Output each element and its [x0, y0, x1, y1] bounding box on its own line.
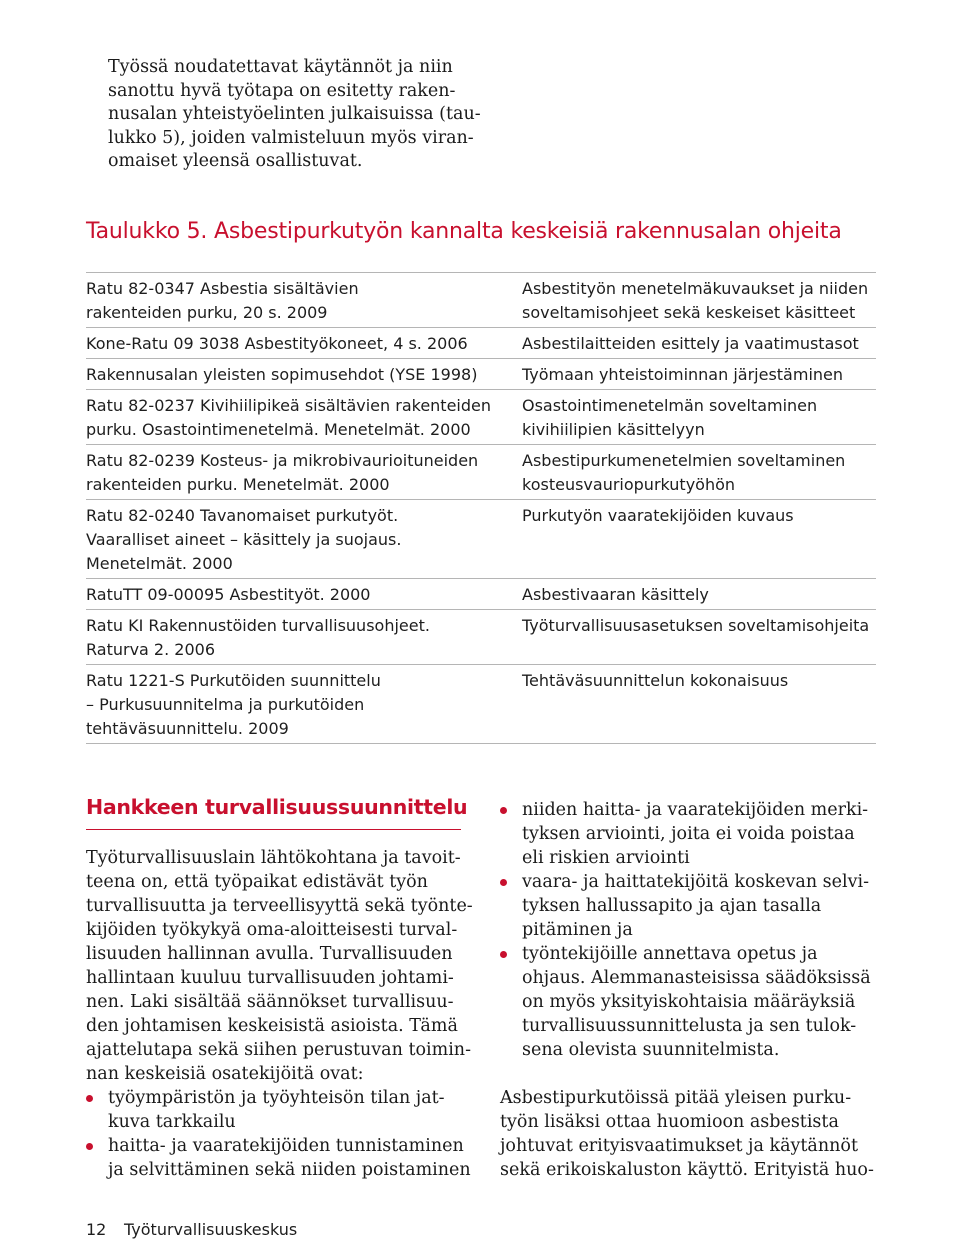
- reference-line: Ratu KI Rakennustöiden turvallisuusohjeet.: [86, 616, 430, 635]
- bullet-line: pitäminen ja: [522, 920, 633, 940]
- guideline-reference-cell: [86, 394, 522, 442]
- bullet-dot-icon: [86, 1095, 93, 1102]
- bullet-dot-icon: [86, 1143, 93, 1150]
- bullet-item: [500, 870, 880, 942]
- section-title-rule: [86, 829, 461, 830]
- guideline-topic-cell: [522, 277, 876, 325]
- reference-line: tehtäväsuunnittelu. 2009: [86, 719, 289, 738]
- paragraph-line: den johtamisen keskeisistä asioista. Tämä: [86, 1016, 458, 1036]
- table-row: [86, 358, 876, 389]
- bullet-line: ja selvittäminen sekä niiden poistaminen: [108, 1160, 471, 1180]
- guideline-topic-cell: [522, 614, 876, 662]
- table-row: [86, 327, 876, 358]
- paragraph-line: ajattelutapa sekä siihen perustuvan toimin-: [86, 1040, 471, 1060]
- table-row: [86, 664, 876, 744]
- left-bullet-list: [86, 1086, 471, 1182]
- guideline-reference-cell: [86, 669, 522, 741]
- paragraph-line: Työturvallisuuslain lähtökohtana ja tavoit-: [86, 848, 461, 868]
- paragraph-line: teena on, että työpaikat edistävät työn: [86, 872, 428, 892]
- intro-line: sanottu hyvä työtapa on esitetty raken-: [108, 80, 456, 101]
- topic-line: Asbestipurkumenetelmien soveltaminen: [522, 451, 846, 470]
- bullet-line: työympäristön ja työyhteisön tilan jat-: [108, 1088, 445, 1108]
- bullet-dot-icon: [500, 951, 507, 958]
- reference-line: rakenteiden purku, 20 s. 2009: [86, 303, 328, 322]
- guideline-topic-cell: [522, 583, 876, 607]
- topic-line: Tehtäväsuunnittelun kokonaisuus: [522, 671, 789, 690]
- table-row: [86, 272, 876, 327]
- guideline-topic-cell: [522, 363, 876, 387]
- reference-line: Ratu 82-0240 Tavanomaiset purkutyöt.: [86, 506, 399, 525]
- right-bullet-list: [500, 798, 880, 1062]
- paragraph-line: nan keskeisiä osatekijöitä ovat:: [86, 1064, 364, 1084]
- guideline-topic-cell: [522, 449, 876, 497]
- page-number: 12: [86, 1220, 107, 1239]
- intro-paragraph: [108, 56, 488, 174]
- bullet-line: työntekijöille annettava opetus ja: [522, 944, 818, 964]
- topic-line: Purkutyön vaaratekijöiden kuvaus: [522, 506, 794, 525]
- bullet-line: ohjaus. Alemmanasteisissa säädöksissä: [522, 968, 871, 988]
- paragraph-line: kijöiden työkykyä oma-aloitteisesti turval-: [86, 920, 458, 940]
- table-row: [86, 389, 876, 444]
- right-paragraph: [500, 1086, 880, 1182]
- topic-line: kosteusvauriopurkutyöhön: [522, 475, 736, 494]
- reference-line: – Purkusuunnitelma ja purkutöiden: [86, 695, 365, 714]
- topic-line: Työturvallisuusasetuksen soveltamisohjeita: [522, 616, 870, 635]
- paragraph-line: nen. Laki sisältää säännökset turvallisuu-: [86, 992, 454, 1012]
- page-footer: [86, 1220, 297, 1239]
- bullet-line: vaara- ja haittatekijöitä koskevan selvi-: [522, 872, 869, 892]
- guideline-reference-cell: [86, 277, 522, 325]
- reference-line: Ratu 1221-S Purkutöiden suunnittelu: [86, 671, 381, 690]
- reference-line: purku. Osastointimenetelmä. Menetelmät. 2000: [86, 420, 471, 439]
- reference-line: Rakennusalan yleisten sopimusehdot (YSE 1998): [86, 365, 478, 384]
- reference-line: Menetelmät. 2000: [86, 554, 233, 573]
- bullet-line: kuva tarkkailu: [108, 1112, 236, 1132]
- bullet-line: tyksen arviointi, joita ei voida poistaa: [522, 824, 855, 844]
- topic-line: Asbestilaitteiden esittely ja vaatimustasot: [522, 334, 859, 353]
- paragraph-line: hallintaan kuuluu turvallisuuden johtami-: [86, 968, 454, 988]
- paragraph-line: työn lisäksi ottaa huomioon asbestista: [500, 1112, 839, 1132]
- paragraph-line: turvallisuutta ja terveellisyyttä sekä työnte-: [86, 896, 473, 916]
- paragraph-line: sekä erikoiskaluston käyttö. Erityistä huo-: [500, 1160, 874, 1180]
- guidelines-table: [86, 272, 876, 744]
- intro-line: Työssä noudatettavat käytännöt ja niin: [108, 57, 453, 77]
- guideline-topic-cell: [522, 669, 876, 741]
- bullet-item: [86, 1086, 466, 1134]
- table-title: Taulukko 5. Asbestipurkutyön kannalta keskeisiä rakennusalan ohjeita: [86, 219, 842, 244]
- reference-line: Ratu 82-0239 Kosteus- ja mikrobivaurioituneiden: [86, 451, 479, 470]
- guideline-reference-cell: [86, 583, 522, 607]
- table-row: [86, 578, 876, 609]
- right-column: [500, 798, 880, 1182]
- guideline-reference-cell: [86, 614, 522, 662]
- intro-line: omaiset yleensä osallistuvat.: [108, 151, 363, 171]
- topic-line: Osastointimenetelmän soveltaminen: [522, 396, 818, 415]
- bullet-line: tyksen hallussapito ja ajan tasalla: [522, 896, 822, 916]
- guideline-topic-cell: [522, 394, 876, 442]
- topic-line: kivihiilipien käsittelyyn: [522, 420, 705, 439]
- reference-line: Ratu 82-0237 Kivihiilipikeä sisältävien rakenteiden: [86, 396, 492, 415]
- bullet-dot-icon: [500, 879, 507, 886]
- topic-line: Asbestityön menetelmäkuvaukset ja niiden: [522, 279, 869, 298]
- bullet-item: [86, 1134, 471, 1182]
- paragraph-gap: [500, 1062, 880, 1086]
- guideline-topic-cell: [522, 332, 876, 356]
- reference-line: Vaaralliset aineet – käsittely ja suojaus.: [86, 530, 402, 549]
- guideline-reference-cell: [86, 449, 522, 497]
- intro-line: lukko 5), joiden valmisteluun myös viran-: [108, 127, 474, 148]
- bullet-item: [500, 798, 880, 870]
- bullet-item: [500, 942, 880, 1062]
- bullet-line: eli riskien arviointi: [522, 848, 690, 868]
- table-row: [86, 609, 876, 664]
- left-column: [86, 846, 473, 1182]
- topic-line: Asbestivaaran käsittely: [522, 585, 709, 604]
- table-row: [86, 499, 876, 578]
- reference-line: Kone-Ratu 09 3038 Asbestityökoneet, 4 s. 2006: [86, 334, 468, 353]
- bullet-line: sena olevista suunnitelmista.: [522, 1040, 780, 1060]
- table-row: [86, 444, 876, 499]
- reference-line: rakenteiden purku. Menetelmät. 2000: [86, 475, 390, 494]
- bullet-line: turvallisuussunnittelusta ja sen tulok-: [522, 1016, 857, 1036]
- bullet-dot-icon: [500, 807, 507, 814]
- reference-line: Raturva 2. 2006: [86, 640, 215, 659]
- guideline-reference-cell: [86, 332, 522, 356]
- topic-line: Työmaan yhteistoiminnan järjestäminen: [522, 365, 844, 384]
- topic-line: soveltamisohjeet sekä keskeiset käsitteet: [522, 303, 856, 322]
- guideline-reference-cell: [86, 363, 522, 387]
- reference-line: Ratu 82-0347 Asbestia sisältävien: [86, 279, 359, 298]
- left-paragraph: [86, 846, 473, 1086]
- bullet-line: on myös yksityiskohtaisia määräyksiä: [522, 992, 856, 1012]
- paragraph-line: johtuvat erityisvaatimukset ja käytännöt: [500, 1136, 858, 1156]
- bullet-line: haitta- ja vaaratekijöiden tunnistaminen: [108, 1136, 464, 1156]
- paragraph-line: lisuuden hallinnan avulla. Turvallisuuden: [86, 944, 453, 964]
- paragraph-line: Asbestipurkutöissä pitää yleisen purku-: [500, 1088, 852, 1108]
- bullet-line: niiden haitta- ja vaaratekijöiden merki-: [522, 800, 869, 820]
- guideline-reference-cell: [86, 504, 522, 576]
- reference-line: RatuTT 09-00095 Asbestityöt. 2000: [86, 585, 371, 604]
- guideline-topic-cell: [522, 504, 876, 576]
- section-title: Hankkeen turvallisuussuunnittelu: [86, 795, 468, 819]
- publisher-name: Työturvallisuuskeskus: [124, 1220, 298, 1239]
- intro-line: nusalan yhteistyöelinten julkaisuissa (tau-: [108, 104, 481, 124]
